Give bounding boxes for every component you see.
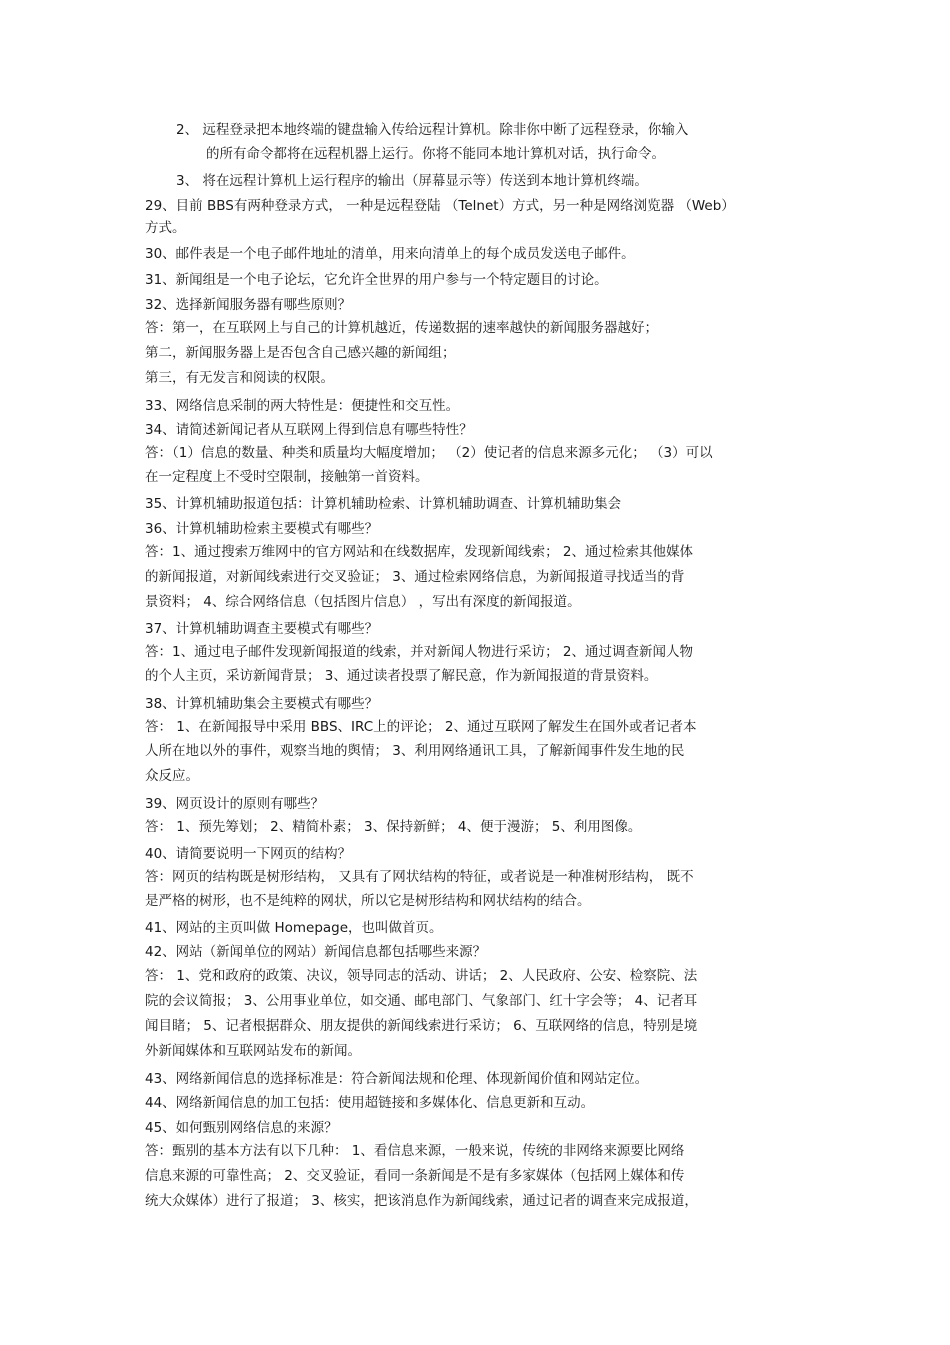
text-line: 29、目前 BBS有两种登录方式， 一种是远程登陆 （Telnet）方式，另一种是网络浏览器 （Web） [145, 198, 735, 214]
text-line: 34、请简述新闻记者从互联网上得到信息有哪些特性？ [145, 422, 473, 438]
text-line: 的个人主页，采访新闻背景； 3、通过读者投票了解民意，作为新闻报道的背景资料。 [145, 668, 658, 684]
text-line: 43、网络新闻信息的选择标准是：符合新闻法规和伦理、体现新闻价值和网站定位。 [145, 1071, 649, 1087]
text-line: 是严格的树形，也不是纯粹的网状，所以它是树形结构和网状结构的结合。 [145, 893, 591, 909]
text-line: 40、请简要说明一下网页的结构？ [145, 846, 352, 862]
text-line: 45、如何甄别网络信息的来源？ [145, 1120, 338, 1136]
text-line: 36、计算机辅助检索主要模式有哪些？ [145, 521, 379, 537]
text-line: 37、计算机辅助调查主要模式有哪些？ [145, 621, 379, 637]
text-line: 39、网页设计的原则有哪些？ [145, 796, 325, 812]
text-line: 答：网页的结构既是树形结构， 又具有了网状结构的特征，或者说是一种准树形结构， 既不 [145, 869, 694, 885]
text-line: 答：1、通过电子邮件发现新闻报道的线索，并对新闻人物进行采访； 2、通过调查新闻人物 [145, 644, 693, 660]
text-line: 众反应。 [145, 768, 199, 784]
text-line: 3、 将在远程计算机上运行程序的输出（屏幕显示等）传送到本地计算机终端。 [176, 173, 648, 189]
text-line: 2、 远程登录把本地终端的键盘输入传给远程计算机。除非你中断了远程登录，你输入 [176, 122, 689, 138]
text-line: 答： 1、在新闻报导中采用 BBS、IRC上的评论； 2、通过互联网了解发生在国外或者记者本 [145, 719, 697, 735]
text-line: 答：1、通过搜索万维网中的官方网站和在线数据库，发现新闻线索； 2、通过检索其他媒体 [145, 544, 693, 560]
text-line: 答：甄别的基本方法有以下几种： 1、看信息来源，一般来说，传统的非网络来源要比网络 [145, 1143, 685, 1159]
text-line: 答： 1、党和政府的政策、决议，领导同志的活动、讲话； 2、人民政府、公安、检察院、法 [145, 968, 698, 984]
text-line: 35、计算机辅助报道包括：计算机辅助检索、计算机辅助调查、计算机辅助集会 [145, 496, 622, 512]
text-line: 答：（1）信息的数量、种类和质量均大幅度增加； （2）使记者的信息来源多元化； （3）可以 [145, 445, 713, 461]
text-line: 32、选择新闻服务器有哪些原则？ [145, 297, 352, 313]
text-line: 院的会议简报； 3、公用事业单位，如交通、邮电部门、气象部门、红十字会等； 4、记者耳 [145, 993, 698, 1009]
text-line: 38、计算机辅助集会主要模式有哪些？ [145, 696, 379, 712]
text-line: 方式。 [145, 220, 186, 236]
text-line: 在一定程度上不受时空限制，接触第一首资料。 [145, 469, 429, 485]
text-line: 的新闻报道，对新闻线索进行交叉验证； 3、通过检索网络信息，为新闻报道寻找适当的背 [145, 569, 685, 585]
text-line: 景资料； 4、综合网络信息（包括图片信息） ，写出有深度的新闻报道。 [145, 594, 581, 610]
text-line: 31、新闻组是一个电子论坛，它允许全世界的用户参与一个特定题目的讨论。 [145, 272, 608, 288]
text-line: 闻目睹； 5、记者根据群众、朋友提供的新闻线索进行采访； 6、互联网络的信息，特别是境 [145, 1018, 698, 1034]
text-line: 42、网站（新闻单位的网站）新闻信息都包括哪些来源？ [145, 944, 487, 960]
text-line: 的所有命令都将在远程机器上运行。你将不能同本地计算机对话，执行命令。 [206, 146, 665, 162]
text-line: 44、网络新闻信息的加工包括：使用超链接和多媒体化、信息更新和互动。 [145, 1095, 595, 1111]
text-line: 人所在地以外的事件，观察当地的舆情； 3、利用网络通讯工具，了解新闻事件发生地的民 [145, 743, 685, 759]
text-line: 外新闻媒体和互联网站发布的新闻。 [145, 1043, 361, 1059]
text-line: 33、网络信息采制的两大特性是：便捷性和交互性。 [145, 398, 460, 414]
text-line: 41、网站的主页叫做 Homepage，也叫做首页。 [145, 920, 443, 936]
text-line: 第二，新闻服务器上是否包含自己感兴趣的新闻组； [145, 345, 456, 361]
text-line: 信息来源的可靠性高； 2、交叉验证，看同一条新闻是不是有多家媒体（包括网上媒体和传 [145, 1168, 685, 1184]
text-line: 答：第一，在互联网上与自己的计算机越近，传递数据的速率越快的新闻服务器越好； [145, 320, 658, 336]
text-line: 30、邮件表是一个电子邮件地址的清单，用来向清单上的每个成员发送电子邮件。 [145, 246, 635, 262]
text-line: 统大众媒体）进行了报道； 3、核实，把该消息作为新闻线索，通过记者的调查来完成报道， [145, 1193, 698, 1209]
text-line: 第三，有无发言和阅读的权限。 [145, 370, 334, 386]
text-line: 答： 1、预先筹划； 2、精简朴素； 3、保持新鲜； 4、便于漫游； 5、利用图像。 [145, 819, 642, 835]
